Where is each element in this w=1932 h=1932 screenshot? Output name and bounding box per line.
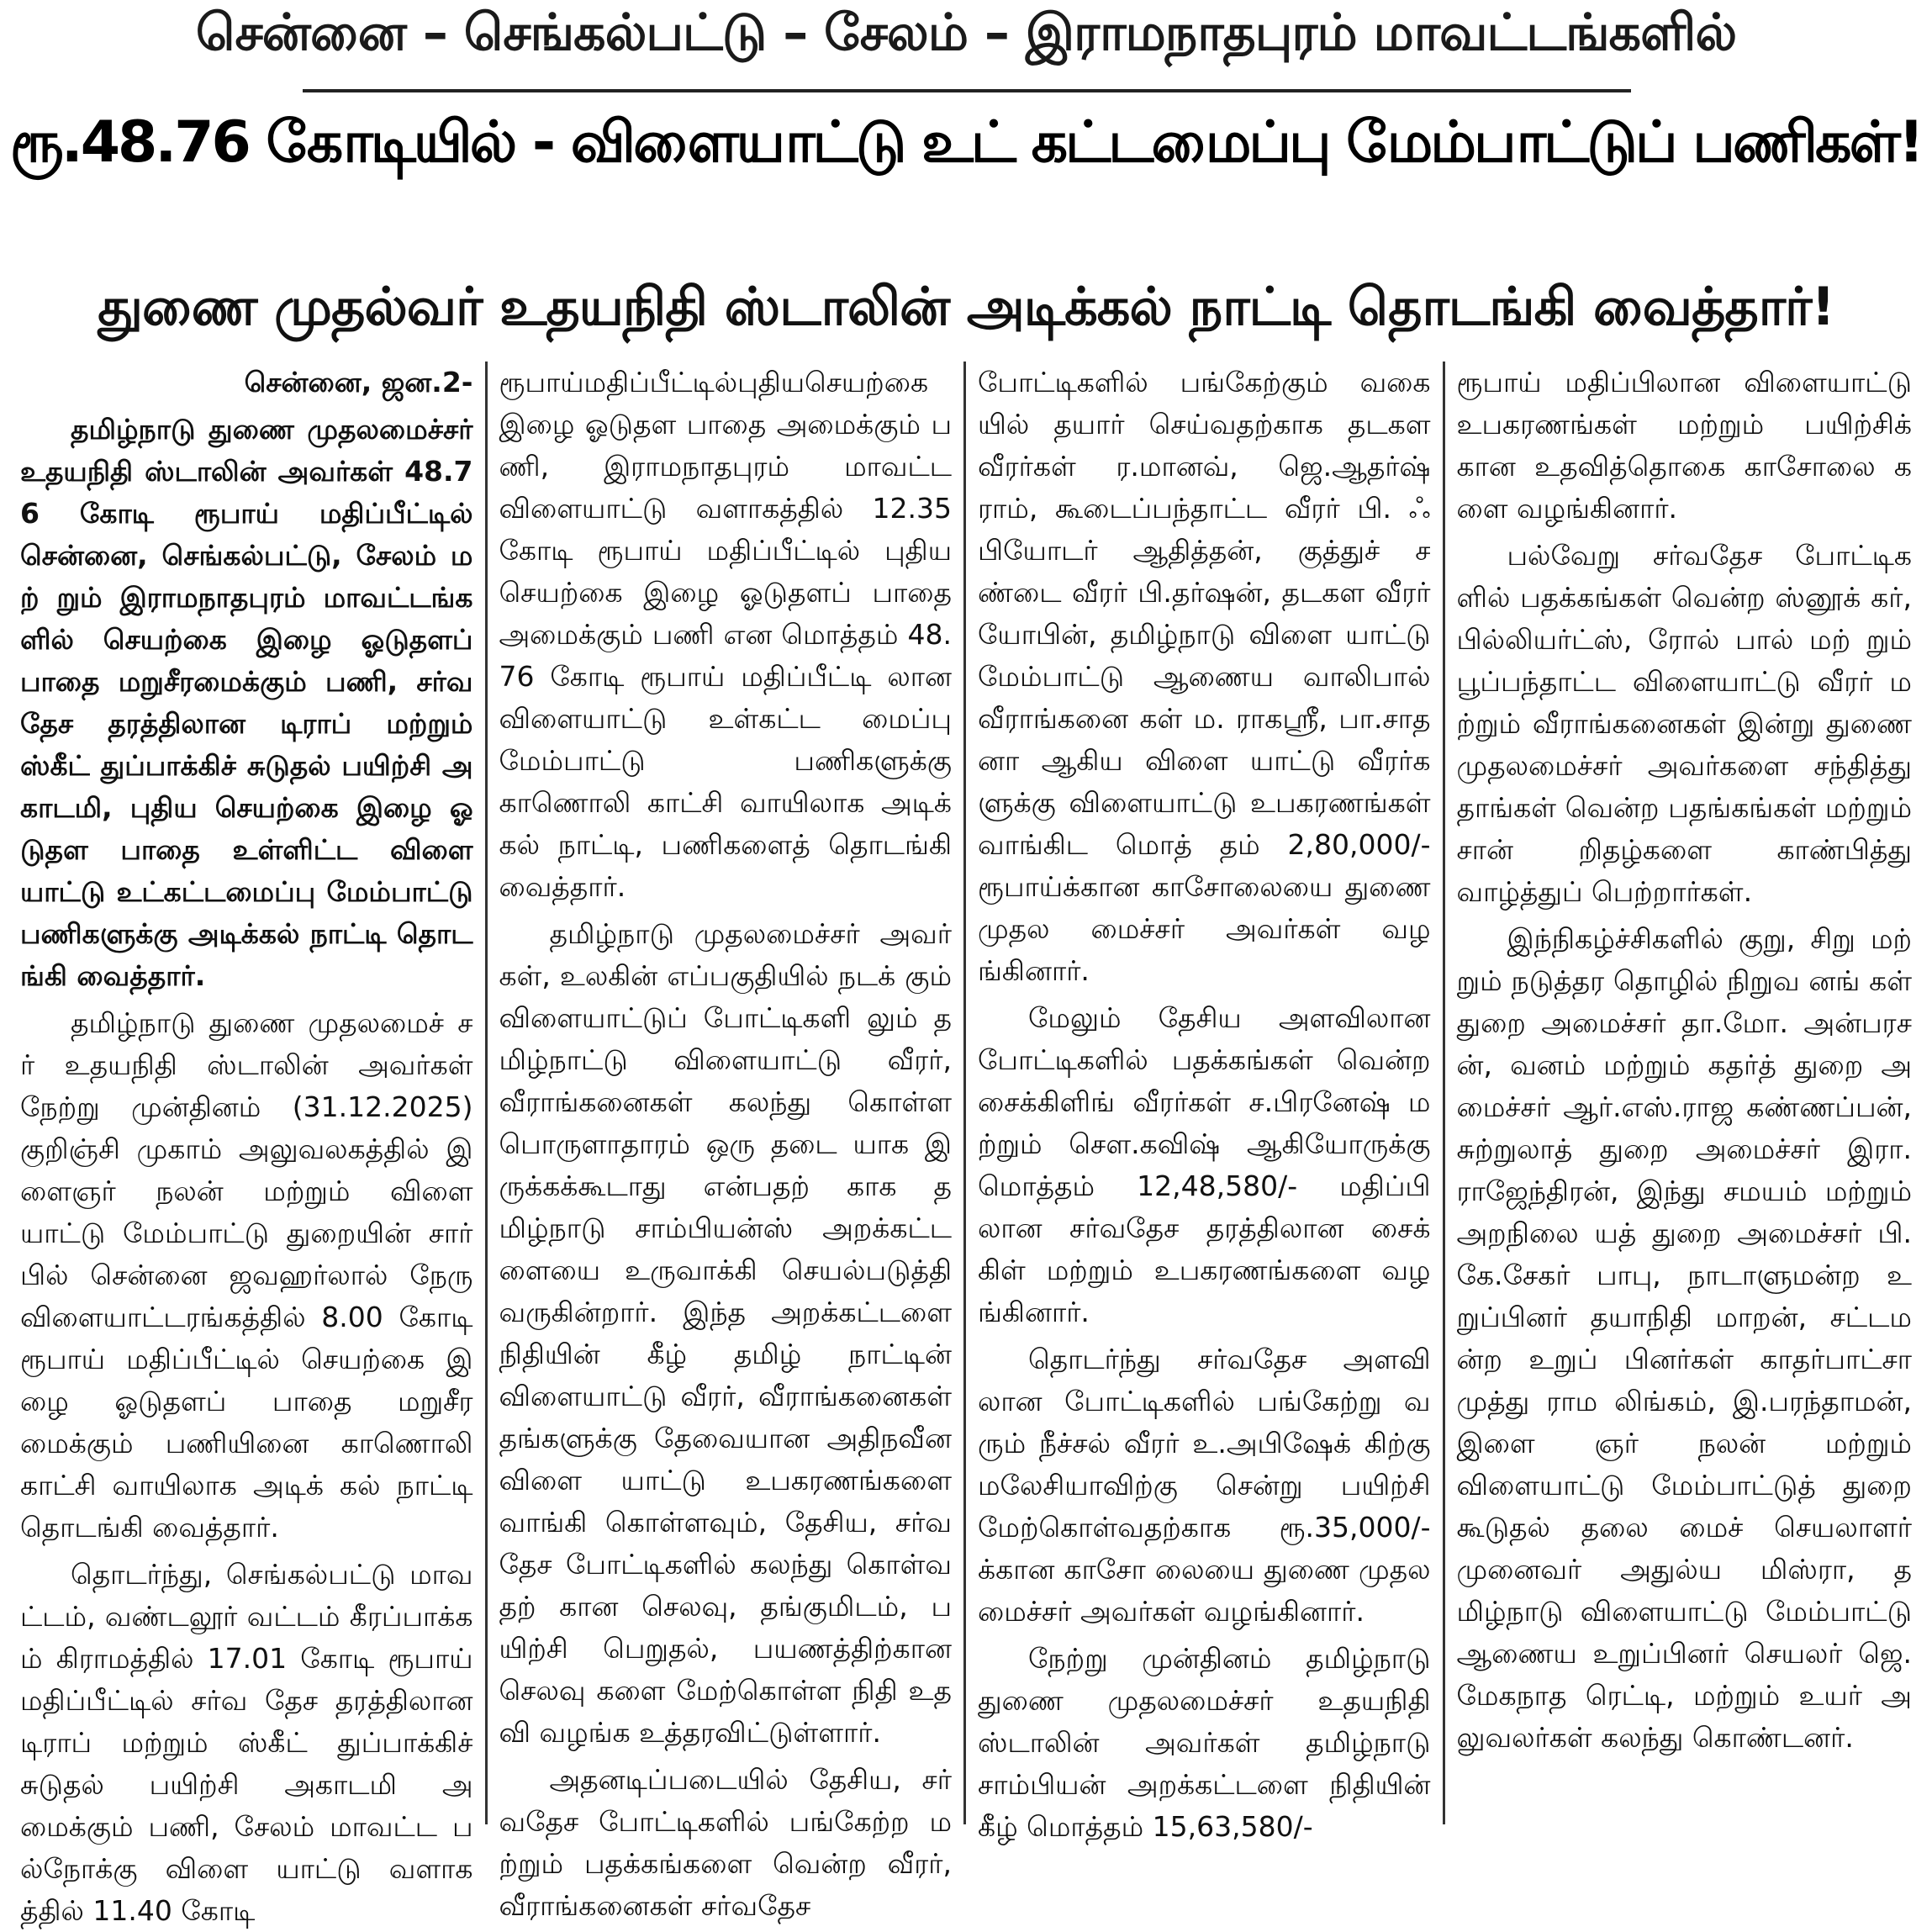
lead-paragraph: தமிழ்நாடு துணை முதலமைச்சர் உதயநிதி ஸ்டாலின் அவர்கள் 48.76 கோடி ரூபாய் மதிப்பீட்டில் சென்னை, செங்கல்பட்டு, சேலம் மற் றும் இராமநாதபுரம் மாவட்டங்க ளில் செயற்கை இழை ஓடுதளப் பாதை மறுசீரமைக்கும் பணி, சர்வ தேச தரத்திலான டிராப் மற்றும் ஸ்கீட் துப்பாக்கிச் சுடுதல் பயிற்சி அகாடமி, புதிய செயற்கை இழை ஓடுதள பாதை உள்ளிட்ட விளை யாட்டு உட்கட்டமைப்பு மேம்பாட்டு பணிகளுக்கு அடிக்கல் நாட்டி தொடங்கி வைத்தார். <box>20 413 473 992</box>
subheadline: துணை முதல்வர் உதயநிதி ஸ்டாலின் அடிக்கல் நாட்டி தொடங்கி வைத்தார்! <box>98 276 1834 337</box>
headline: ரூ.48.76 கோடியில் - விளையாட்டு உட் கட்டமைப்பு மேம்பாட்டுப் பணிகள்! <box>10 109 1922 176</box>
paragraph: நேற்று முன்தினம் தமிழ்நாடு துணை முதலமைச்சர் உதயநிதி ஸ்டாலின் அவர்கள் தமிழ்நாடு சாம்பியன் அறக்கட்டளை நிதியின் கீழ் மொத்தம் 15,63,580/- <box>978 1642 1431 1843</box>
paragraph: மேலும் தேசிய அளவிலான போட்டிகளில் பதக்கங்கள் வென்ற சைக்கிளிங் வீரர்கள் ச.பிரனேஷ் மற்றும் செள.கவிஷ் ஆகியோருக்கு மொத்தம் 12,48,580/- மதிப்பி லான சர்வதேச தரத்திலான சைக் கிள் மற்றும் உபகரணங்களை வழங்கினார். <box>978 1001 1431 1328</box>
paragraph: தொடர்ந்து சர்வதேச அளவி லான போட்டிகளில் பங்கேற்று வரும் நீச்சல் வீரர் உ.அபிஷேக் கிற்கு மலேசியாவிற்கு சென்று பயிற்சி மேற்கொள்வதற்காக ரூ.35,000/- க்கான காசோ லையை துணை முதலமைச்சர் அவர்கள் வழங்கினார். <box>978 1343 1431 1628</box>
paragraph: பல்வேறு சர்வதேச போட்டிக ளில் பதக்கங்கள் வென்ற ஸ்னூக் கர், பில்லியர்ட்ஸ், ரோல் பால் மற் றும் பூப்பந்தாட்ட விளையாட்டு வீரர் மற்றும் வீராங்கனைகள் இன்று துணை முதலமைச்சர் அவர்களை சந்தித்து தாங்கள் வென்ற பதங்கங்கள் மற்றும் சான் றிதழ்களை காண்பித்து வாழ்த்துப் பெற்றார்கள். <box>1456 539 1912 908</box>
paragraph: தொடர்ந்து, செங்கல்பட்டு மாவட்டம், வண்டலூர் வட்டம் கீரப்பாக்கம் கிராமத்தில் 17.01 கோடி ரூபாய் மதிப்பீட்டில் சர்வ தேச தரத்திலான டிராப் மற்றும் ஸ்கீட் துப்பாக்கிச் சுடுதல் பயிற்சி அகாடமி அமைக்கும் பணி, சேலம் மாவட்ட பல்நோக்கு விளை யாட்டு வளாகத்தில் 11.40 கோடி <box>20 1558 473 1927</box>
dateline: சென்னை, ஜன.2- <box>244 366 473 399</box>
paragraph: தமிழ்நாடு முதலமைச்சர் அவர் கள், உலகின் எப்பகுதியில் நடக் கும் விளையாட்டுப் போட்டிகளி லும் தமிழ்நாட்டு விளையாட்டு வீரர், வீராங்கனைகள் கலந்து கொள்ள பொருளாதாரம் ஒரு தடை யாக இருக்கக்கூடாது என்பதற் காக தமிழ்நாடு சாம்பியன்ஸ் அறக்கட்டளையை உருவாக்கி செயல்படுத்தி வருகின்றார். இந்த அறக்கட்டளை நிதியின் கீழ் தமிழ் நாட்டின் விளையாட்டு வீரர், வீராங்கனைகள் தங்களுக்கு தேவையான அதிநவீன விளை யாட்டு உபகரணங்களை வாங்கி கொள்ளவும், தேசிய, சர்வதேச போட்டிகளில் கலந்து கொள்வதற் கான செலவு, தங்குமிடம், பயிற்சி பெறுதல், பயணத்திற்கான செலவு களை மேற்கொள்ள நிதி உதவி வழங்க உத்தரவிட்டுள்ளார். <box>499 917 952 1749</box>
paragraph: ரூபாய்மதிப்பீட்டில்புதியசெயற்கை இழை ஓடுதள பாதை அமைக்கும் பணி, இராமநாதபுரம் மாவட்ட விளையாட்டு வளாகத்தில் 12.35 கோடி ரூபாய் மதிப்பீட்டில் புதிய செயற்கை இழை ஓடுதளப் பாதை அமைக்கும் பணி என மொத்தம் 48.76 கோடி ரூபாய் மதிப்பீட்டி லான விளையாட்டு உள்கட்ட மைப்பு மேம்பாட்டு பணிகளுக்கு காணொலி காட்சி வாயிலாக அடிக் கல் நாட்டி, பணிகளைத் தொடங்கி வைத்தார். <box>499 366 952 903</box>
column-3 <box>966 362 1445 1843</box>
column-4 <box>1445 362 1924 1824</box>
column-2 <box>488 362 967 1922</box>
kicker-rule <box>303 89 1631 92</box>
column-1 <box>8 362 488 1927</box>
paragraph: ரூபாய் மதிப்பிலான விளையாட்டு உபகரணங்கள் மற்றும் பயிற்சிக் கான உதவித்தொகை காசோலை களை வழங்கினார். <box>1456 366 1912 525</box>
paragraph: தமிழ்நாடு துணை முதலமைச் சர் உதயநிதி ஸ்டாலின் அவர்கள் நேற்று முன்தினம் (31.12.2025) குறிஞ்சி முகாம் அலுவலகத்தில் இளைஞர் நலன் மற்றும் விளை யாட்டு மேம்பாட்டு துறையின் சார் பில் சென்னை ஜவஹர்லால் நேரு விளையாட்டரங்கத்தில் 8.00 கோடி ரூபாய் மதிப்பீட்டில் செயற்கை இழை ஓடுதளப் பாதை மறுசீரமைக்கும் பணியினை காணொலி காட்சி வாயிலாக அடிக் கல் நாட்டி தொடங்கி வைத்தார். <box>20 1006 473 1544</box>
paragraph: அதனடிப்படையில் தேசிய, சர் வதேச போட்டிகளில் பங்கேற்ற மற்றும் பதக்கங்களை வென்ற வீரர், வீராங்கனைகள் சர்வதேச <box>499 1763 952 1922</box>
article-body <box>8 362 1924 1927</box>
paragraph: போட்டிகளில் பங்கேற்கும் வகை யில் தயார் செய்வதற்காக தடகள வீரர்கள் ர.மானவ், ஜெ.ஆதர்ஷ் ராம், கூடைப்பந்தாட்ட வீரர் பி. ஃபியோடர் ஆதித்தன், குத்துச் சண்டை வீரர் பி.தர்ஷன், தடகள வீரர் யோபின், தமிழ்நாடு விளை யாட்டு மேம்பாட்டு ஆணைய வாலிபால் வீராங்கனை கள் ம. ராகஸ்ரீ, பா.சாதனா ஆகிய விளை யாட்டு வீரர்களுக்கு விளையாட்டு உபகரணங்கள் வாங்கிட மொத் தம் 2,80,000/- ரூபாய்க்கான காசோலையை துணை முதல மைச்சர் அவர்கள் வழங்கினார். <box>978 366 1431 987</box>
kicker-line: சென்னை – செங்கல்பட்டு – சேலம் – இராமநாதபுரம் மாவட்டங்களில் <box>195 3 1737 62</box>
paragraph: இந்நிகழ்ச்சிகளில் குறு, சிறு மற் றும் நடுத்தர தொழில் நிறுவ னங் கள் துறை அமைச்சர் தா.மோ. அன்பரசன், வனம் மற்றும் கதர்த் துறை அமைச்சர் ஆர்.எஸ்.ராஜ கண்ணப்பன், சுற்றுலாத் துறை அமைச்சர் இரா. ராஜேந்திரன், இந்து சமயம் மற்றும் அறநிலை யத் துறை அமைச்சர் பி.கே.சேகர் பாபு, நாடாளுமன்ற உறுப்பினர் தயாநிதி மாறன், சட்டமன்ற உறுப் பினர்கள் காதர்பாட்சா முத்து ராம லிங்கம், இ.பரந்தாமன், இளை ஞர் நலன் மற்றும் விளையாட்டு மேம்பாட்டுத் துறை கூடுதல் தலை மைச் செயலாளர் முனைவர் அதுல்ய மிஸ்ரா, தமிழ்நாடு விளையாட்டு மேம்பாட்டு ஆணைய உறுப்பினர் செயலர் ஜெ. மேகநாத ரெட்டி, மற்றும் உயர் அலுவலர்கள் கலந்து கொண்டனர். <box>1456 922 1912 1754</box>
